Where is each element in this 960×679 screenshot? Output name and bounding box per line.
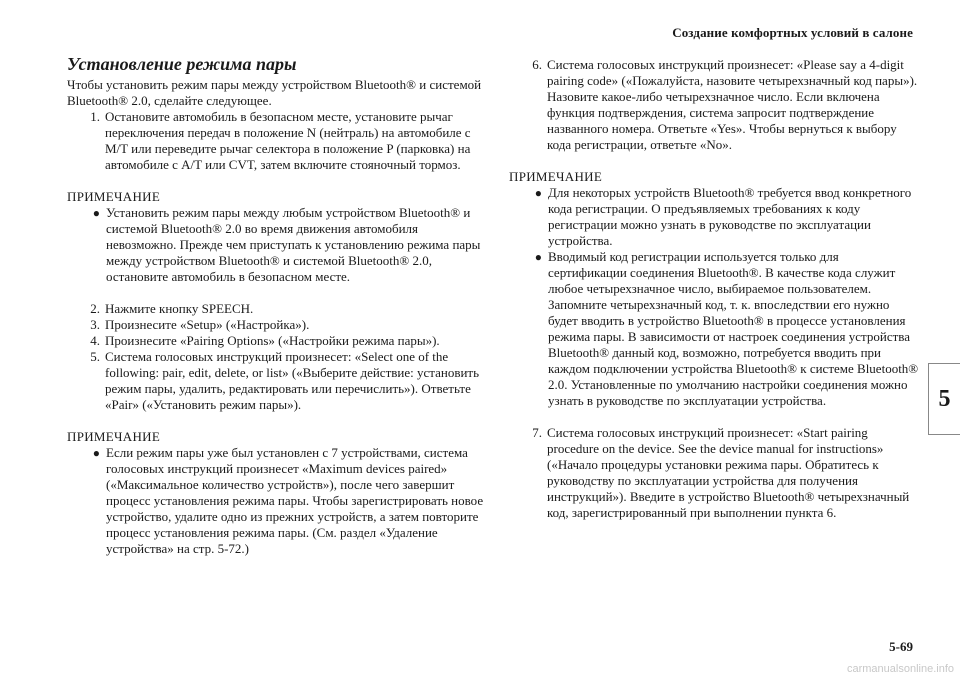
step-6 xyxy=(509,57,919,153)
note-label: ПРИМЕЧАНИЕ xyxy=(67,429,161,444)
step-text: Нажмите кнопку SPEECH. xyxy=(105,301,254,316)
note-bullet xyxy=(509,185,919,249)
step-number: 1. xyxy=(90,109,100,124)
step-number: 7. xyxy=(532,425,542,440)
step-7 xyxy=(509,425,919,521)
note-label: ПРИМЕЧАНИЕ xyxy=(509,169,603,184)
step-text: Остановите автомобиль в безопасном месте, установите рычаг переключения передач в положение N (нейтраль) на автомобиле с M/T или переведите рычаг селектора в положение P (парковка) на автомобиле с A/T или CVT, затем включите стояночный тормоз. xyxy=(105,109,471,172)
step-2 xyxy=(67,301,487,317)
step-number: 6. xyxy=(532,57,542,72)
step-text: Система голосовых инструкций произнесет: «Select one of the following: pair, edit, delete, or list» («Выберите действие: установить режим пары, удалить, редактировать или перечислить»). Ответьте «Pair» («Установить режим пары»). xyxy=(105,349,480,412)
left-column xyxy=(67,54,487,557)
step-number: 5. xyxy=(90,349,100,364)
bullet-icon: ● xyxy=(92,446,100,460)
section-tab: 5 xyxy=(928,363,960,435)
step-number: 4. xyxy=(90,333,100,348)
note-text: Если режим пары уже был установлен с 7 устройствами, система голосовых инструкций произнесет «Maximum devices paired» («Максимальное количество устройств»), после чего завершит процесс установления режима пары. Чтобы зарегистрировать новое устройство, удалите одно из прежних устройств, а затем повторите процесс установления режима пары. (См. раздел «Удаление устройства» на стр. 5-72.) xyxy=(106,445,484,556)
step-text: Произнесите «Pairing Options» («Настройки режима пары»). xyxy=(105,333,440,348)
step-4 xyxy=(67,333,487,349)
intro-paragraph: Чтобы установить режим пары между устройством Bluetooth® и системой Bluetooth® 2.0, сделайте следующее. xyxy=(67,77,482,108)
bullet-icon: ● xyxy=(534,186,542,200)
note-bullet xyxy=(509,249,919,409)
bullet-icon: ● xyxy=(534,250,542,264)
step-number: 3. xyxy=(90,317,100,332)
running-header: Создание комфортных условий в салоне xyxy=(672,25,913,40)
step-text: Произнесите «Setup» («Настройка»). xyxy=(105,317,310,332)
note-label: ПРИМЕЧАНИЕ xyxy=(67,189,161,204)
step-text: Система голосовых инструкций произнесет: «Please say a 4-digit pairing code» («Пожалуйста, назовите четырехзначный код пары»). Назовите какое-либо четырехзначное число. Если включена функция подтверждения, система запросит подтверждение названного номера. Ответьте «Yes». Чтобы вернуться к выбору кода регистрации, ответьте «No». xyxy=(547,57,918,152)
note-bullet xyxy=(67,445,487,557)
note-bullet xyxy=(67,205,487,285)
step-number: 2. xyxy=(90,301,100,316)
note-text: Для некоторых устройств Bluetooth® требуется ввод конкретного кода регистрации. О предъявляемых требованиях к коду регистрации можно узнать в руководстве по эксплуатации устройства. xyxy=(548,185,912,248)
step-text: Система голосовых инструкций произнесет: «Start pairing procedure on the device. See the device manual for instructions» («Начало процедуры установки режима пары. Обратитесь к руководству по эксплуатации устройства для получения инструкций»). Введите в устройство Bluetooth® четырехзначный код, зарегистрированный при выполнении пункта 6. xyxy=(547,425,910,520)
note-text: Установить режим пары между любым устройством Bluetooth® и системой Bluetooth® 2.0 во время движения автомобиля невозможно. Прежде чем приступать к установлению режима пары между устройством Bluetooth® и системой Bluetooth® 2.0, остановите автомобиль в безопасном месте. xyxy=(106,205,481,284)
step-5 xyxy=(67,349,487,413)
watermark: carmanualsonline.info xyxy=(846,663,954,675)
step-1 xyxy=(67,109,487,173)
step-3 xyxy=(67,317,487,333)
right-column xyxy=(509,57,919,521)
section-title: Установление режима пары xyxy=(67,54,297,74)
page-number: 5-69 xyxy=(889,639,913,654)
note-text: Вводимый код регистрации используется только для сертификации соединения Bluetooth®. В качестве кода служит любое четырехзначное число, выбираемое пользователем. Запомните четырехзначный код, т. к. впоследствии его нужно будет вводить в устройство Bluetooth® в процессе установления режима пары. В зависимости от настроек соединения устройства Bluetooth® данный код, возможно, потребуется вводить при каждом подключении устройства Bluetooth® к системе Bluetooth® 2.0. Установленные по умолчанию настройки соединения можно узнать в руководстве по эксплуатации устройства. xyxy=(548,249,919,408)
bullet-icon: ● xyxy=(92,206,100,220)
